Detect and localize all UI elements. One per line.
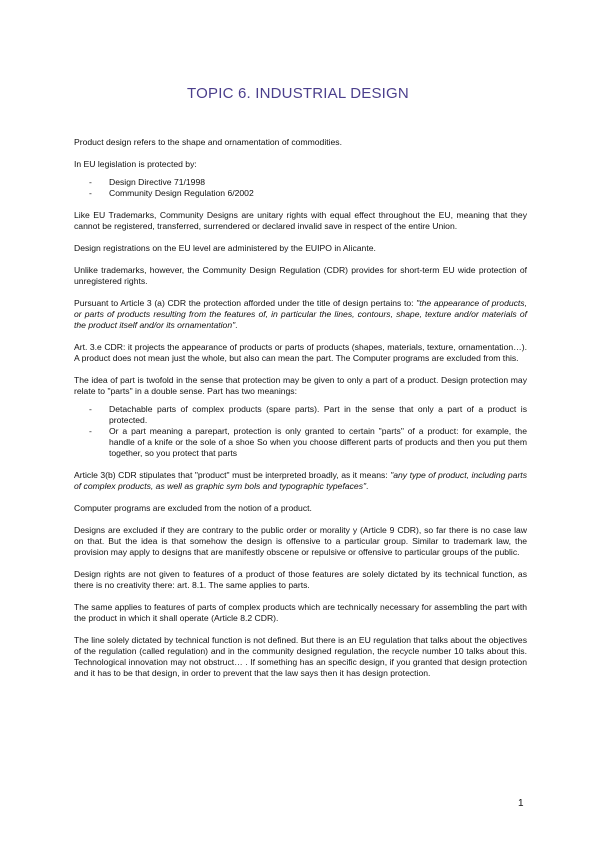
- paragraph-public-order: Designs are excluded if they are contrary to the public order or morality y (Article 9 CDR), so far there is no case law on that. But the idea is that somehow the design is offensive to a particular group. Similar to trademark law, the provision may apply to designs that are manifestly obscene or repulsive or offensive to particular groups of the public.: [74, 525, 527, 557]
- paragraph-unitary-rights: Like EU Trademarks, Community Designs are unitary rights with equal effect throughout the EU, meaning that they cannot be registered, transferred, surrendered or declared invalid save in respect of the entire Union.: [74, 210, 527, 231]
- article-3a-end: .: [235, 320, 238, 330]
- paragraph-technical-function: Design rights are not given to features of a product of those features are solely dictated by its technical function, as there is no creativity there: art. 8.1. The same applies to parts.: [74, 569, 527, 590]
- document-title: TOPIC 6. INDUSTRIAL DESIGN: [187, 85, 409, 102]
- paragraph-complex-products: The same applies to features of parts of complex products which are technically necessary for assembling the part with the product in which it shall operate (Article 8.2 CDR).: [74, 602, 527, 623]
- paragraph-eu-legislation: In EU legislation is protected by:: [74, 159, 197, 169]
- list-item: - Detachable parts of complex products (spare parts). Part in the sense that only a part of a product is protected.: [74, 404, 527, 426]
- page-number: 1: [518, 798, 524, 809]
- list-item: - Design Directive 71/1998: [74, 177, 527, 188]
- article-3b-text: Article 3(b) CDR stipulates that "product" must be interpreted broadly, as it means:: [74, 470, 391, 480]
- paragraph-product-design: Product design refers to the shape and ornamentation of commodities.: [74, 137, 342, 147]
- article-3a-quote: "the appearance of products, or parts of products resulting from the features of, in particular the lines, contours, shape, texture and/or materials of the product itself and/or its ornamentation": [74, 298, 527, 330]
- paragraph-article-3b: [74, 470, 527, 492]
- list-item: - Or a part meaning a parepart, protection is only granted to certain "parts" of a product: for example, the handle of a knife or the sole of a shoe So when you choose different parts of products and then you put them together, so you protect that parts: [74, 426, 527, 459]
- paragraph-technical-function-definition: The line solely dictated by technical function is not defined. But there is an EU regulation that talks about the objectives of the regulation (called regulation) and in the community designed regulation, the recycle number 10 talks about this. Technological innovation may not obstruct… . If something has an specific design, if you granted that design protection and it has to be that design, in order to prevent that the law says then it has design protection.: [74, 635, 527, 678]
- paragraph-article-3a: [74, 298, 527, 331]
- paragraph-unregistered-rights: Unlike trademarks, however, the Community Design Regulation (CDR) provides for short-term EU wide protection of unregistered rights.: [74, 265, 527, 286]
- paragraph-idea-of-part: The idea of part is twofold in the sense that protection may be given to only a part of a product. Design protection may relate to "parts" in a double sense. Part has two meanings:: [74, 375, 527, 396]
- document-body: [74, 137, 527, 690]
- paragraph-euipo: Design registrations on the EU level are administered by the EUIPO in Alicante.: [74, 243, 376, 253]
- article-3b-end: .: [366, 481, 369, 491]
- paragraph-article-3e: Art. 3.e CDR: it projects the appearance of products or parts of products (shapes, materials, texture, ornamentation…). A product does not mean just the whole, but also can mean the part. The Computer programs are excluded from this.: [74, 342, 527, 363]
- part-meanings-list: [74, 404, 527, 459]
- article-3b-quote: "any type of product, including parts of complex products, as well as graphic sym bols and typographic typefaces": [74, 470, 527, 491]
- list-item: - Community Design Regulation 6/2002: [74, 188, 527, 199]
- article-3a-text: Pursuant to Article 3 (a) CDR the protection afforded under the title of design pertains to:: [74, 298, 417, 308]
- legislation-list: [74, 177, 527, 199]
- paragraph-computer-programs: Computer programs are excluded from the notion of a product.: [74, 503, 312, 513]
